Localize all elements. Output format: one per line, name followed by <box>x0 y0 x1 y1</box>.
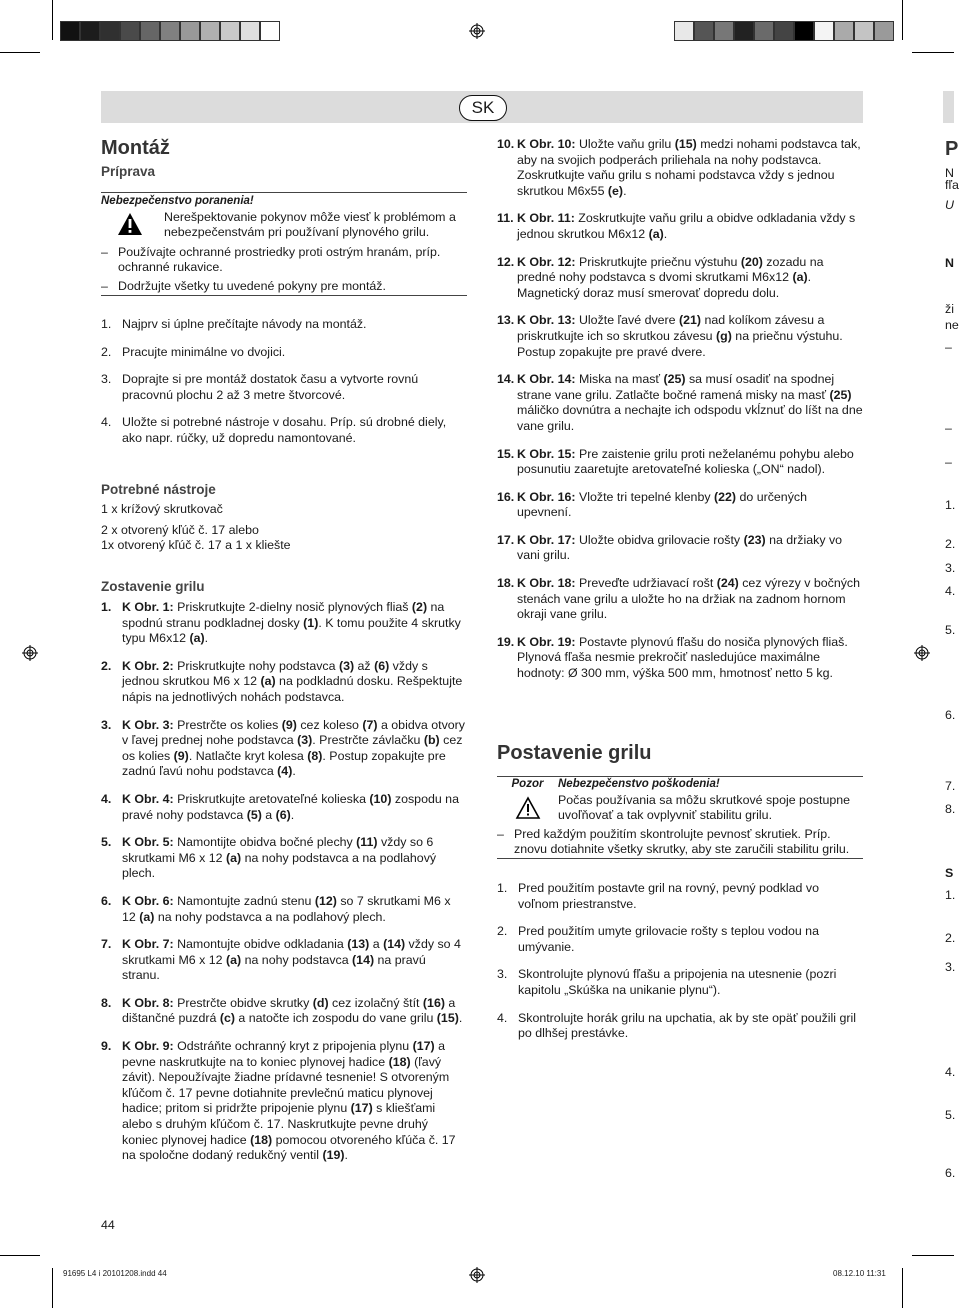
color-swatch <box>180 21 200 41</box>
next-page-fragment: ži <box>945 302 954 316</box>
color-swatch <box>200 21 220 41</box>
subheading-assembly: Zostavenie grilu <box>101 579 205 594</box>
step-body: Prestrčte obidve skrutky (d) cez izolačný štít (16) a dištančné puzdrá (c) a natočte ich zospodu do vane grilu (15). <box>122 995 463 1026</box>
page-number: 44 <box>101 1218 115 1232</box>
warning-bullet: – Dodržujte všetky tu uvedené pokyny pre montáž. <box>101 278 386 293</box>
next-page-fragment: – <box>945 455 952 469</box>
list-item: 4. Uložte si potrebné nástroje v dosahu. Príp. sú drobné diely, ako napr. rúčky, už dopredu namontované. <box>101 415 447 445</box>
color-swatch <box>220 21 240 41</box>
step-heading: K Obr. 17: <box>517 532 576 547</box>
next-page-fragment: 6. <box>945 708 956 722</box>
step-number: 1. <box>101 600 112 614</box>
step-text <box>517 576 863 623</box>
step-heading: K Obr. 11: <box>517 211 575 226</box>
list-item: 1. Pred použitím postavte gril na rovný, pevný podklad vo voľnom priestranstve. <box>497 881 819 911</box>
color-swatch <box>120 21 140 41</box>
color-swatch <box>100 21 120 41</box>
next-page-fragment: – <box>945 340 952 354</box>
step-text <box>122 996 467 1027</box>
step-heading: K Obr. 14: <box>517 372 576 387</box>
step-body: Prestrčte os kolies (9) cez koleso (7) a obidva otvory v ľavej prednej nohe podstavca (3). Prestrčte závlačku (b) cez os kolies (9). Natlačte kryt kolesa (8). Postup zopakujte pre zadnú ľavú nohu podstavca (4). <box>122 717 465 779</box>
step-body: Vložte tri tepelné klenby (22) do určených upevnení. <box>517 489 807 520</box>
tool-item: 2 x otvorený kľúč č. 17 alebo <box>101 522 259 537</box>
step-heading: K Obr. 8: <box>122 995 174 1010</box>
step-heading: K Obr. 18: <box>517 576 576 591</box>
step-text <box>517 635 863 682</box>
step-text <box>122 1039 467 1164</box>
color-swatch <box>774 21 794 41</box>
assembly-step <box>101 996 467 1027</box>
step-number: 14. <box>497 372 515 387</box>
list-item: 1. Najprv si úplne prečítajte návody na montáž. <box>101 317 367 331</box>
step-text <box>517 255 863 302</box>
color-swatch <box>854 21 874 41</box>
color-swatch <box>80 21 100 41</box>
step-heading: K Obr. 1: <box>122 600 174 614</box>
step-text <box>122 659 467 706</box>
list-item: 2. Pracujte minimálne vo dvojici. <box>101 344 286 359</box>
color-swatch <box>240 21 260 41</box>
registration-mark-icon <box>914 645 930 661</box>
divider <box>497 858 863 859</box>
next-page-fragment: S <box>945 866 954 880</box>
next-page-fragment: 3. <box>945 561 956 575</box>
next-page-fragment: fľa <box>945 178 959 192</box>
next-page-fragment: 3. <box>945 960 956 974</box>
step-heading: K Obr. 3: <box>122 717 174 732</box>
step-number: 6. <box>101 893 112 908</box>
step-body: Zoskrutkujte vaňu grilu a obidve odkladania vždy s jednou skrutkou M6x12 (a). <box>517 211 856 241</box>
step-heading: K Obr. 19: <box>517 634 576 649</box>
step-number: 15. <box>497 446 515 461</box>
next-page-fragment: 1. <box>945 498 956 512</box>
step-heading: K Obr. 9: <box>122 1039 174 1054</box>
next-page-fragment: 2. <box>945 537 956 551</box>
step-text <box>122 937 467 984</box>
caution-body <box>497 793 863 824</box>
color-swatch <box>814 21 834 41</box>
setup-steps-list <box>497 881 863 1042</box>
step-number: 17. <box>497 532 515 547</box>
step-number: 12. <box>497 254 515 269</box>
trim-mark <box>52 1268 53 1308</box>
next-page-fragment: 7. <box>945 779 956 793</box>
color-swatch <box>60 21 80 41</box>
next-page-fragment: 2. <box>945 931 956 945</box>
step-number: 8. <box>101 995 112 1010</box>
step-body: Preveďte udržiavací rošt (24) cez výrezy v bočných stenách vane grilu a uložte ho na držiak na zadnom hornom okraji vane grilu. <box>517 576 860 622</box>
step-heading: K Obr. 2: <box>122 658 174 673</box>
next-page-fragment: ne <box>945 318 959 332</box>
warning-body <box>101 210 467 241</box>
divider <box>101 295 467 296</box>
next-page-fragment: 1. <box>945 888 956 902</box>
header-band-next-page <box>943 91 954 123</box>
list-item: 3. Doprajte si pre montáž dostatok času a vytvorte rovnú pracovnú plochu 2 až 3 metre štvorcové. <box>101 372 419 402</box>
tools-list <box>101 502 467 554</box>
assembly-step <box>497 447 863 478</box>
assembly-step <box>101 659 467 706</box>
step-text <box>122 894 467 925</box>
subheading-priprava: Príprava <box>101 164 156 179</box>
step-body: Namontujte obidve odkladania (13) a (14) vždy so 4 skrutkami M6 x 12 (a) na nohy podstavca (14) na pravú stranu. <box>122 937 461 983</box>
trim-mark <box>0 52 40 53</box>
step-number: 11. <box>497 211 514 226</box>
next-page-fragment: 8. <box>945 802 956 816</box>
step-text <box>517 313 863 360</box>
step-number: 5. <box>101 835 112 850</box>
step-body: Pre zaistenie grilu proti neželanému pohybu alebo posunutiu zaaretujte aretovateľné kolieska („ON“ nadol). <box>517 446 854 477</box>
assembly-step <box>101 937 467 984</box>
color-swatch <box>140 21 160 41</box>
step-heading: K Obr. 6: <box>122 893 174 908</box>
step-text <box>122 792 467 823</box>
step-number: 10. <box>497 137 515 151</box>
trim-mark <box>52 0 53 40</box>
color-swatch <box>874 21 894 41</box>
assembly-step <box>101 718 467 780</box>
step-number: 18. <box>497 576 515 591</box>
registration-mark-icon <box>469 23 485 39</box>
next-page-fragment: – <box>945 421 952 435</box>
tool-item: 1 x krížový skrutkovač <box>101 502 223 516</box>
assembly-step <box>497 490 863 521</box>
footer-date: 08.12.10 11:31 <box>833 1269 886 1278</box>
assembly-step <box>497 533 863 564</box>
step-heading: K Obr. 16: <box>517 489 576 504</box>
step-text <box>517 447 863 478</box>
divider <box>101 192 467 193</box>
assembly-step <box>101 600 467 647</box>
caution-header <box>497 777 863 793</box>
warning-icon <box>117 212 143 236</box>
assembly-step <box>497 313 863 360</box>
footer-file: 91695 L4 i 20101208.indd 44 <box>63 1269 167 1278</box>
list-item: 4. Skontrolujte horák grilu na upchatia, ak by ste opäť použili gril po dlhšej prestávke. <box>497 1010 857 1041</box>
next-page-fragment: 5. <box>945 623 956 637</box>
next-page-fragment: N <box>945 256 954 270</box>
step-body: Uložte obidva grilovacie rošty (23) na držiaky vo vani grilu. <box>517 532 843 563</box>
next-page-fragment: 6. <box>945 1166 956 1180</box>
step-body: Priskrutkujte 2-dielny nosič plynových fliaš (2) na spodnú stranu podkladnej dosky (1). K tomu použite 4 skrutky typu M6x12 (a). <box>122 600 461 646</box>
next-page-fragment: 4. <box>945 584 956 598</box>
caution-text: Počas používania sa môžu skrutkové spoje postupne uvoľňovať a tak ovplyvniť stabilitu grilu. <box>558 792 851 823</box>
assembly-steps-list-continued <box>497 137 863 694</box>
color-swatch <box>694 21 714 41</box>
trim-mark <box>902 0 903 40</box>
step-number: 19. <box>497 634 515 649</box>
step-body: Priskrutkujte nohy podstavca (3) až (6) vždy s jednou skrutkou M6 x 12 (a) na podkladnú dosku. Rešpektujte nápis na jednotlivých nohách podstavca. <box>122 658 463 704</box>
trim-mark <box>0 1255 40 1256</box>
warning-title: Nebezpečenstvo poranenia! <box>101 195 254 207</box>
prep-steps-list <box>101 317 467 447</box>
step-body: Odstráňte ochranný kryt z pripojenia plynu (17) a pevne naskrutkujte na to koniec plynovej hadice (18) (ľavý závit). Nepoužívajte žiadne prídavné tesnenie! S otvoreným kľúčom č. 17 pevne dotiahnite prevlečnú maticu plynovej hadice; pritom si pridržte pripojenie plynu (17) s kliešťami alebo s druhým kľúčom č. 17. Naskrutkujte pevne druhý koniec plynovej hadice (18) pomocou otvoreného kľúča č. 17 na spoločne dodaný redukčný ventil (19). <box>122 1039 456 1163</box>
step-body: Priskrutkujte priečnu výstuhu (20) zozadu na predné nohy podstavca s dvomi skrutkami M6x12 (a). Magnetický doraz musí smerovať dopredu dolu. <box>517 254 824 300</box>
next-page-fragment: 5. <box>945 1108 956 1122</box>
caution-label: Pozor <box>511 778 544 790</box>
step-body: Uložte vaňu grilu (15) medzi nohami podstavca tak, aby na svojich podperách priliehala na nohy podstavca. Zoskrutkujte vaňu grilu s nohami podstavca vždy s jednou skrutkou M6x55 (e). <box>517 137 861 198</box>
next-page-fragment: 4. <box>945 1065 956 1079</box>
step-body: Priskrutkujte aretovateľné kolieska (10) zospodu na pravé nohy podstavca (5) a (6). <box>122 791 459 822</box>
next-page-fragment: U <box>945 198 954 212</box>
caution-bullet: – Pred každým použitím skontrolujte pevnosť skrutiek. Príp. znovu dotiahnite všetky skrutky, aby ste zaručili stabilitu grilu. <box>497 826 850 857</box>
step-number: 4. <box>101 791 112 806</box>
assembly-step <box>497 211 863 242</box>
next-page-fragment: P <box>945 138 959 160</box>
step-heading: K Obr. 4: <box>122 791 174 806</box>
color-swatch <box>160 21 180 41</box>
registration-mark-icon <box>469 1267 485 1283</box>
step-heading: K Obr. 15: <box>517 446 576 461</box>
step-number: 13. <box>497 313 515 328</box>
assembly-step <box>101 835 467 882</box>
section-title-montaz: Montáž <box>101 137 170 159</box>
trim-mark <box>912 1255 954 1256</box>
step-heading: K Obr. 12: <box>517 254 576 269</box>
assembly-step <box>101 894 467 925</box>
assembly-step <box>497 137 863 199</box>
subheading-tools: Potrebné nástroje <box>101 482 216 497</box>
trim-mark <box>902 1268 903 1308</box>
step-body: Uložte ľavé dvere (21) nad kolíkom závesu a priskrutkujte ich so skrutkou závesu (g) na priečnu výstuhu. Postup zopakujte pre pravé dvere. <box>517 313 843 359</box>
list-item: 3. Skontrolujte plynovú fľašu a pripojenia na utesnenie (pozri kapitolu „Skúška na unikanie plynu“). <box>497 967 837 997</box>
step-number: 16. <box>497 489 515 504</box>
tool-item: 1x otvorený kľúč č. 17 a 1 x kliešte <box>101 538 291 553</box>
warning-outline-icon <box>515 796 541 820</box>
step-body: Namontijte obidva bočné plechy (11) vždy so 6 skrutkami M6 x 12 (a) na nohy podstavca a na podlahový plech. <box>122 835 437 881</box>
step-number: 9. <box>101 1039 112 1054</box>
trim-mark <box>912 52 954 53</box>
color-swatch <box>754 21 774 41</box>
assembly-steps-list <box>101 600 467 1176</box>
step-text <box>122 718 467 780</box>
color-swatch <box>674 21 694 41</box>
warning-text: Nerešpektovanie pokynov môže viesť k problémom a nebezpečenstvám pri používaní plynového grilu. <box>164 209 456 240</box>
color-swatch <box>834 21 854 41</box>
next-page-fragment: N <box>945 166 954 180</box>
step-text <box>517 372 863 434</box>
assembly-step <box>497 372 863 434</box>
step-text <box>517 533 863 564</box>
warning-box <box>101 194 467 295</box>
step-heading: K Obr. 13: <box>517 313 576 328</box>
warning-bullet: – Používajte ochranné prostriedky proti ostrým hranám, príp. ochranné rukavice. <box>101 244 441 275</box>
step-text <box>517 490 863 521</box>
step-heading: K Obr. 5: <box>122 835 174 850</box>
step-number: 7. <box>101 937 112 952</box>
language-badge: SK <box>459 95 507 121</box>
step-text <box>122 600 467 647</box>
step-body: Namontujte zadnú stenu (12) so 7 skrutkami M6 x 12 (a) na nohy podstavca a na podlahový plech. <box>122 893 451 924</box>
assembly-step <box>497 255 863 302</box>
step-number: 2. <box>101 658 112 673</box>
color-swatch <box>794 21 814 41</box>
registration-mark-icon <box>22 645 38 661</box>
color-swatch <box>714 21 734 41</box>
list-item: 2. Pred použitím umyte grilovacie rošty s teplou vodou na umývanie. <box>497 924 819 954</box>
assembly-step <box>101 792 467 823</box>
color-swatch <box>260 21 280 41</box>
step-body: Postavte plynovú fľašu do nosiča plynových fliaš. Plynová fľaša nesmie prekročiť nasledujúce maximálne hodnoty: Ø 300 mm, výška 500 mm, hmotnosť netto 5 kg. <box>517 634 848 681</box>
step-body: Miska na masť (25) sa musí osadiť na spodnej strane vane grilu. Zatlačte bočné ramená misky na masť (25) máličko dovnútra a nechajte ich odspodu vkĺznuť do líšt na dne vane grilu. <box>517 372 863 433</box>
step-text <box>122 835 467 882</box>
caution-title: Nebezpečenstvo poškodenia! <box>558 778 720 790</box>
step-text <box>517 211 863 242</box>
caution-box <box>497 777 863 858</box>
assembly-step <box>101 1039 467 1164</box>
step-number: 3. <box>101 717 112 732</box>
assembly-step <box>497 635 863 682</box>
step-heading: K Obr. 7: <box>122 937 174 952</box>
step-text <box>517 137 863 199</box>
step-heading: K Obr. 10: <box>517 137 576 151</box>
section-title-postavenie: Postavenie grilu <box>497 742 652 764</box>
color-swatch <box>734 21 754 41</box>
assembly-step <box>497 576 863 623</box>
